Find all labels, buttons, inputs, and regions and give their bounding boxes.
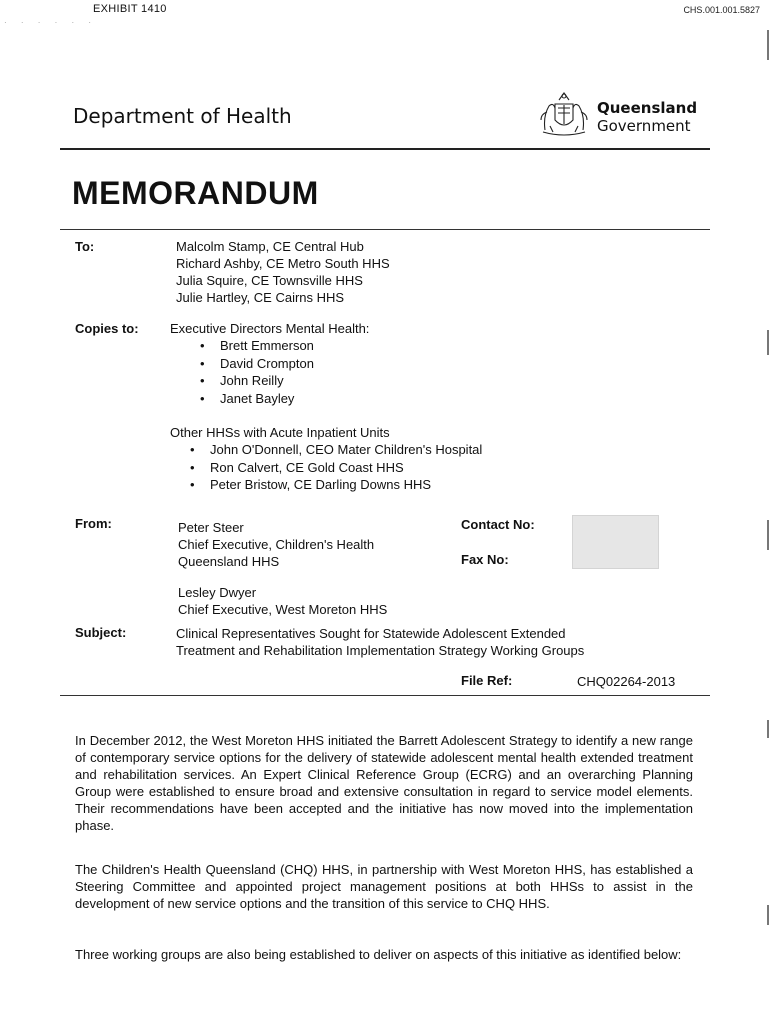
subject-line: Treatment and Rehabilitation Implementation Strategy Working Groups [176, 643, 585, 658]
scan-edge-mark [767, 330, 769, 355]
sender-title: Queensland HHS [178, 554, 280, 569]
copies-group-2 [170, 424, 482, 494]
copies-list-1 [196, 337, 369, 407]
contact-label: Contact No: [461, 517, 535, 532]
list-item: • John O'Donnell, CEO Mater Children's Hospital [186, 441, 482, 459]
subject-line: Clinical Representatives Sought for Statewide Adolescent Extended [176, 626, 566, 641]
recipient: Julia Squire, CE Townsville HHS [176, 273, 363, 288]
list-item: • Ron Calvert, CE Gold Coast HHS [186, 459, 482, 477]
recipient: Julie Hartley, CE Cairns HHS [176, 290, 345, 305]
exhibit-label: EXHIBIT 1410 [93, 3, 167, 15]
government-name: Queensland [597, 99, 698, 117]
copies-group-title: Other HHSs with Acute Inpatient Units [170, 425, 390, 440]
sender-name: Lesley Dwyer [178, 585, 257, 600]
copies-label: Copies to: [75, 321, 139, 336]
queensland-coat-of-arms-icon [535, 90, 593, 143]
body-paragraph: Three working groups are also being established to deliver on aspects of this initiative as identified below: [75, 947, 682, 962]
scan-edge-mark [767, 30, 769, 60]
sender-name: Peter Steer [178, 520, 244, 535]
header-bottom-divider [60, 695, 710, 696]
file-ref-value: CHQ02264-2013 [577, 674, 676, 689]
subject-text [176, 625, 584, 659]
body-paragraph: The Children's Health Queensland (CHQ) HHS, in partnership with West Moreton HHS, has established a Steering Committee and appointed project management positions at both HHSs to assist in the development of new service options and the transition of this service to CHQ HHS. [75, 862, 693, 911]
list-item: • John Reilly [196, 372, 369, 390]
list-item: • David Crompton [196, 355, 369, 373]
copies-group-title: Executive Directors Mental Health: [170, 321, 370, 336]
fax-label: Fax No: [461, 552, 509, 567]
department-name: Department of Health [73, 104, 292, 128]
copies-list-2 [186, 441, 482, 494]
from-label: From: [75, 516, 112, 531]
list-item: • Janet Bayley [196, 390, 369, 408]
sender-2 [178, 584, 387, 618]
scan-specks: · · · · · · [4, 18, 98, 27]
sender-1 [178, 519, 374, 570]
scan-edge-mark [767, 905, 769, 925]
list-item: • Peter Bristow, CE Darling Downs HHS [186, 476, 482, 494]
recipient: Malcolm Stamp, CE Central Hub [176, 239, 364, 254]
file-ref-label: File Ref: [461, 673, 513, 688]
scan-edge-mark [767, 520, 769, 550]
document-id: CHS.001.001.5827 [683, 5, 760, 15]
header-divider [60, 148, 710, 150]
to-label: To: [75, 239, 95, 254]
scan-edge-mark [767, 720, 769, 738]
government-word: Government [597, 117, 691, 135]
to-recipients [176, 238, 390, 306]
sender-title: Chief Executive, West Moreton HHS [178, 602, 388, 617]
recipient: Richard Ashby, CE Metro South HHS [176, 256, 390, 271]
subject-label: Subject: [75, 625, 127, 640]
title-divider [60, 229, 710, 230]
redacted-box [572, 515, 659, 569]
body-paragraph: In December 2012, the West Moreton HHS initiated the Barrett Adolescent Strategy to identify a new range of contemporary service options for the delivery of statewide adolescent mental health extended treatment and rehabilitation services. An Expert Clinical Reference Group (ECRG) and an overarching Planning Group were established to ensure broad and extensive consultation in regard to service model elements. Their recommendations have been accepted and the initiative has now moved into the implementation phase. [75, 733, 693, 833]
sender-title: Chief Executive, Children's Health [178, 537, 375, 552]
memo-title: MEMORANDUM [72, 175, 319, 211]
copies-group-1 [170, 320, 369, 407]
list-item: • Brett Emmerson [196, 337, 369, 355]
